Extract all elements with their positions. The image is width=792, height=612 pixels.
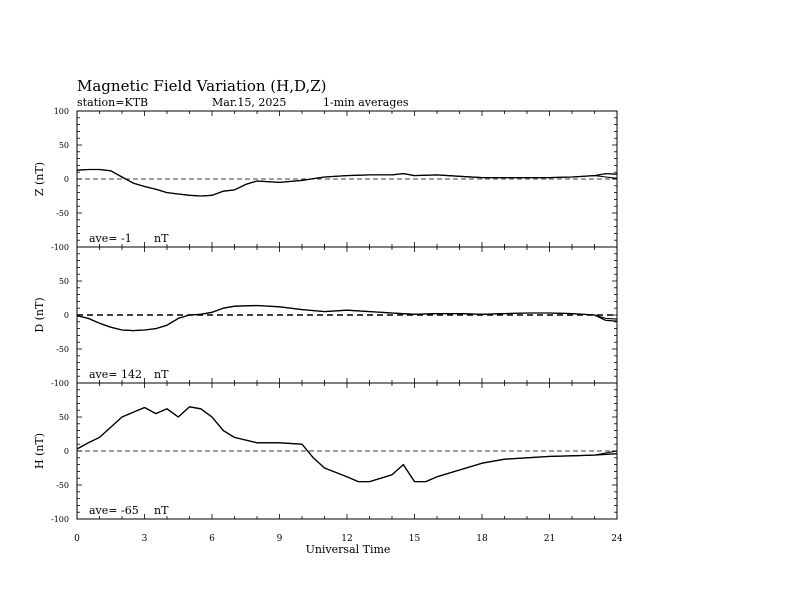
y-tick-label: -100 bbox=[51, 515, 69, 524]
panel-H bbox=[33, 383, 617, 524]
panels-group bbox=[33, 107, 623, 544]
y-tick-label: 50 bbox=[58, 413, 69, 422]
y-tick-label: 0 bbox=[63, 175, 69, 184]
series-line bbox=[77, 170, 617, 197]
y-tick-label: -50 bbox=[56, 209, 69, 218]
y-tick-label: -100 bbox=[51, 243, 69, 252]
y-tick-label: 100 bbox=[53, 107, 69, 116]
y-tick-label: -50 bbox=[56, 345, 69, 354]
average-label: ave= -1 bbox=[89, 232, 132, 245]
y-axis-label: H (nT) bbox=[33, 432, 46, 470]
series-line-secondary bbox=[77, 170, 617, 197]
y-tick-label: -50 bbox=[56, 481, 69, 490]
y-tick-label: 0 bbox=[63, 447, 69, 456]
series-line bbox=[77, 407, 617, 482]
x-tick-label: 18 bbox=[476, 534, 488, 544]
average-label: ave= 142 bbox=[89, 368, 142, 381]
x-tick-label: 6 bbox=[209, 534, 215, 544]
average-unit: nT bbox=[154, 504, 169, 517]
average-unit: nT bbox=[154, 368, 169, 381]
series-line-secondary bbox=[77, 306, 617, 331]
y-axis-label: D (nT) bbox=[33, 297, 46, 333]
averaging-label: 1-min averages bbox=[323, 96, 409, 109]
panel-Z bbox=[33, 107, 617, 252]
y-tick-label: -100 bbox=[51, 379, 69, 388]
y-tick-label: 50 bbox=[58, 277, 69, 286]
x-tick-label: 24 bbox=[611, 534, 623, 544]
y-tick-label: 0 bbox=[63, 311, 69, 320]
x-tick-label: 12 bbox=[341, 534, 353, 544]
y-tick-label: 50 bbox=[58, 141, 69, 150]
panel-D bbox=[33, 247, 617, 388]
x-tick-label: 9 bbox=[276, 534, 283, 544]
x-tick-label: 21 bbox=[543, 534, 556, 544]
chart-title: Magnetic Field Variation (H,D,Z) bbox=[77, 77, 327, 95]
average-unit: nT bbox=[154, 232, 169, 245]
x-tick-label: 3 bbox=[141, 534, 148, 544]
average-label: ave= -65 bbox=[89, 504, 139, 517]
series-line bbox=[77, 306, 617, 331]
x-tick-label: 15 bbox=[408, 534, 421, 544]
station-label: station=KTB bbox=[77, 96, 149, 109]
date-label: Mar.15, 2025 bbox=[212, 96, 287, 109]
series-line-secondary bbox=[77, 407, 617, 482]
x-axis-label: Universal Time bbox=[305, 543, 391, 556]
y-axis-label: Z (nT) bbox=[33, 161, 46, 197]
x-tick-label: 0 bbox=[74, 534, 80, 544]
